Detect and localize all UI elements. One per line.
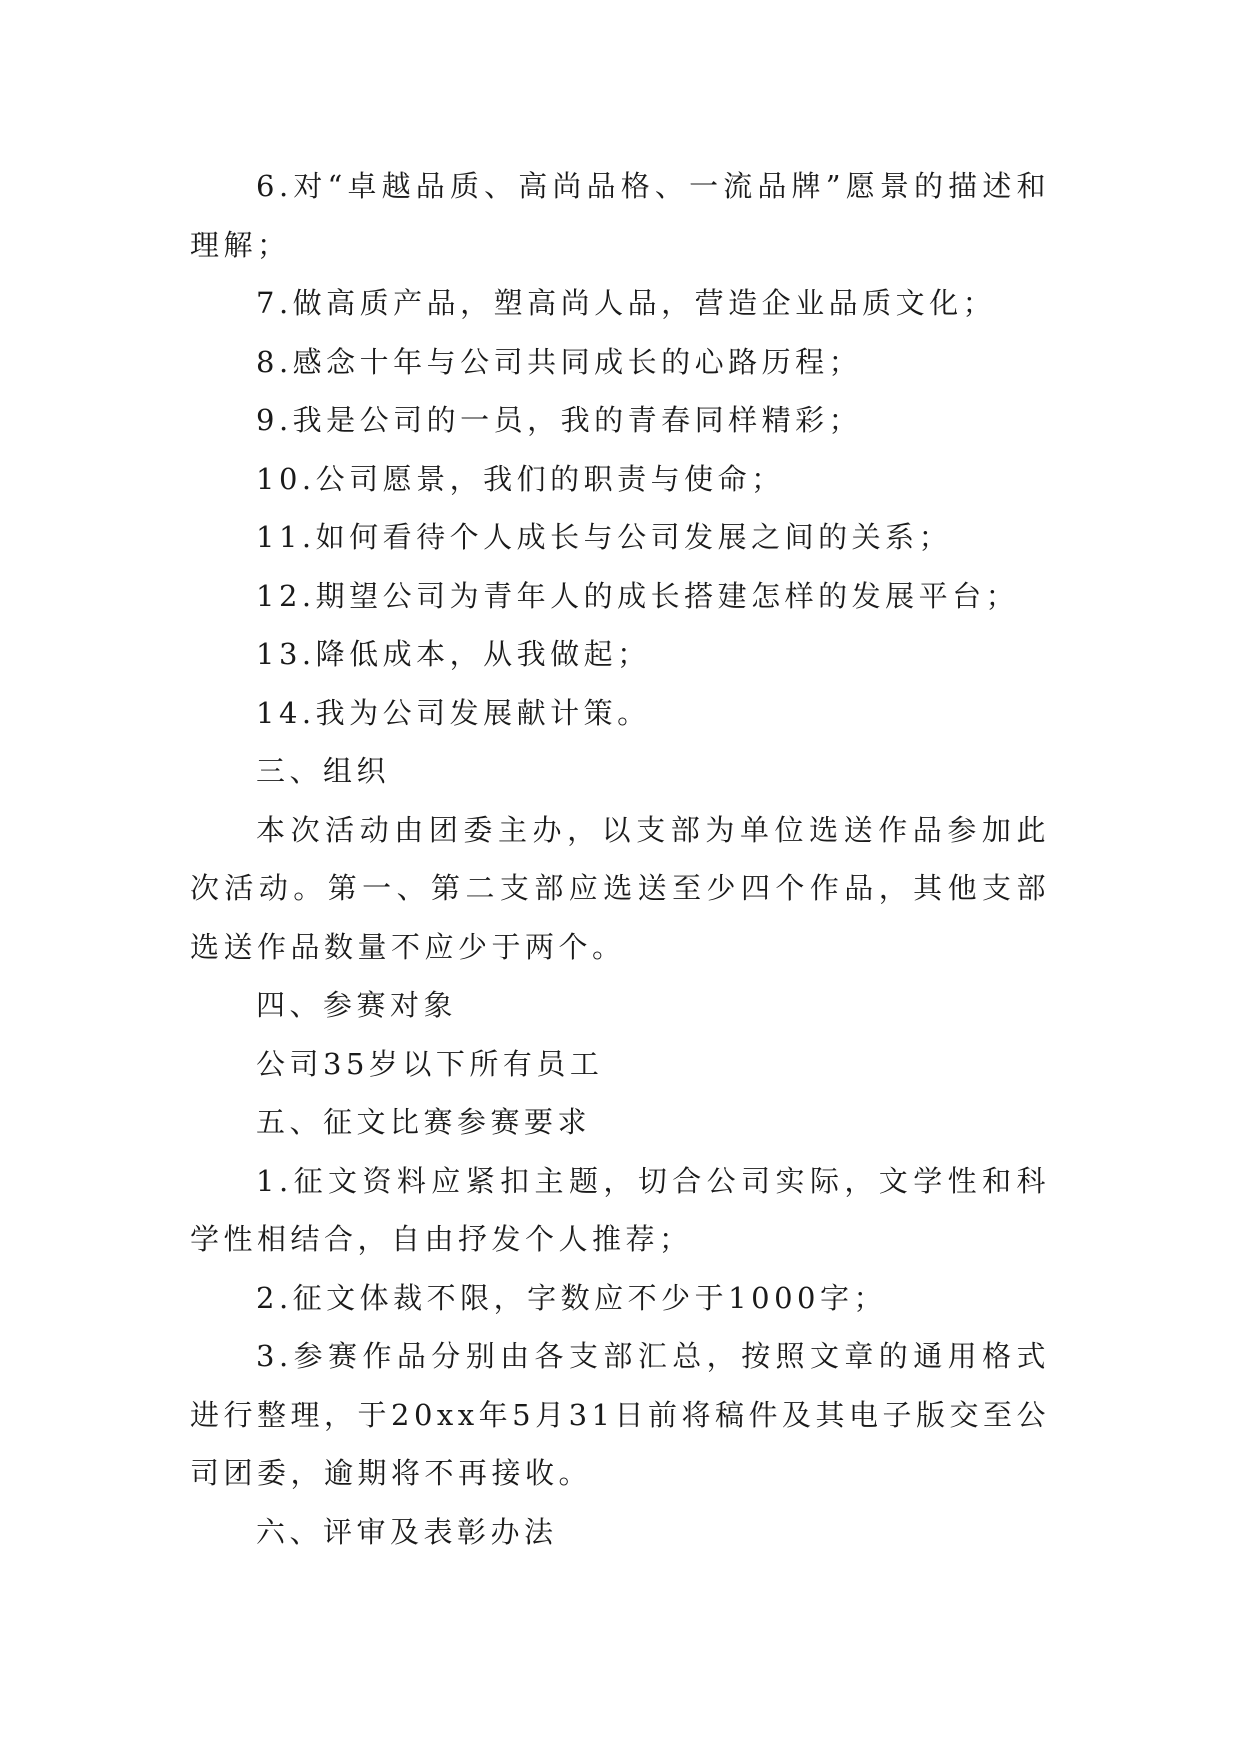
participants-paragraph: 公司35岁以下所有员工 [256, 1046, 604, 1081]
list-item-9: 9.我是公司的一员，我的青春同样精彩； [256, 403, 863, 437]
list-item-13: 13.降低成本，从我做起； [256, 637, 651, 671]
list-item-7: 7.做高质产品，塑高尚人品，营造企业品质文化； [256, 286, 997, 320]
list-item-11: 11.如何看待个人成长与公司发展之间的关系； [256, 520, 953, 554]
list-item-8: 8.感念十年与公司共同成长的心路历程； [256, 344, 863, 379]
section-heading-organization: 三、组织 [256, 754, 391, 788]
organization-paragraph: 本次活动由团委主办，以支部为单位选送作品参加此次活动。第一、第二支部应选送至少四个作品，其他支部选送作品数量不应少于两个。 [190, 812, 1050, 964]
requirement-item-1: 1.征文资料应紧扣主题，切合公司实际，文学性和科学性相结合，自由抒发个人推荐； [190, 1163, 1050, 1256]
section-heading-review: 六、评审及表彰办法 [256, 1514, 558, 1549]
list-item-10: 10.公司愿景，我们的职责与使命； [256, 461, 785, 496]
requirement-item-3: 3.参赛作品分别由各支部汇总，按照文章的通用格式进行整理，于20xx年5月31日前将稿件及其电子版交至公司团委，逾期将不再接收。 [190, 1339, 1050, 1490]
section-heading-requirements: 五、征文比赛参赛要求 [256, 1105, 592, 1139]
list-item-6: 6.对“卓越品质、高尚品格、一流品牌”愿景的描述和理解； [190, 169, 1050, 262]
requirement-item-2: 2.征文体裁不限，字数应不少于1000字； [256, 1280, 887, 1315]
document-body [190, 157, 1050, 1561]
list-item-12: 12.期望公司为青年人的成长搭建怎样的发展平台； [256, 578, 1020, 613]
list-item-14: 14.我为公司发展献计策。 [256, 695, 651, 730]
section-heading-participants: 四、参赛对象 [256, 988, 458, 1022]
